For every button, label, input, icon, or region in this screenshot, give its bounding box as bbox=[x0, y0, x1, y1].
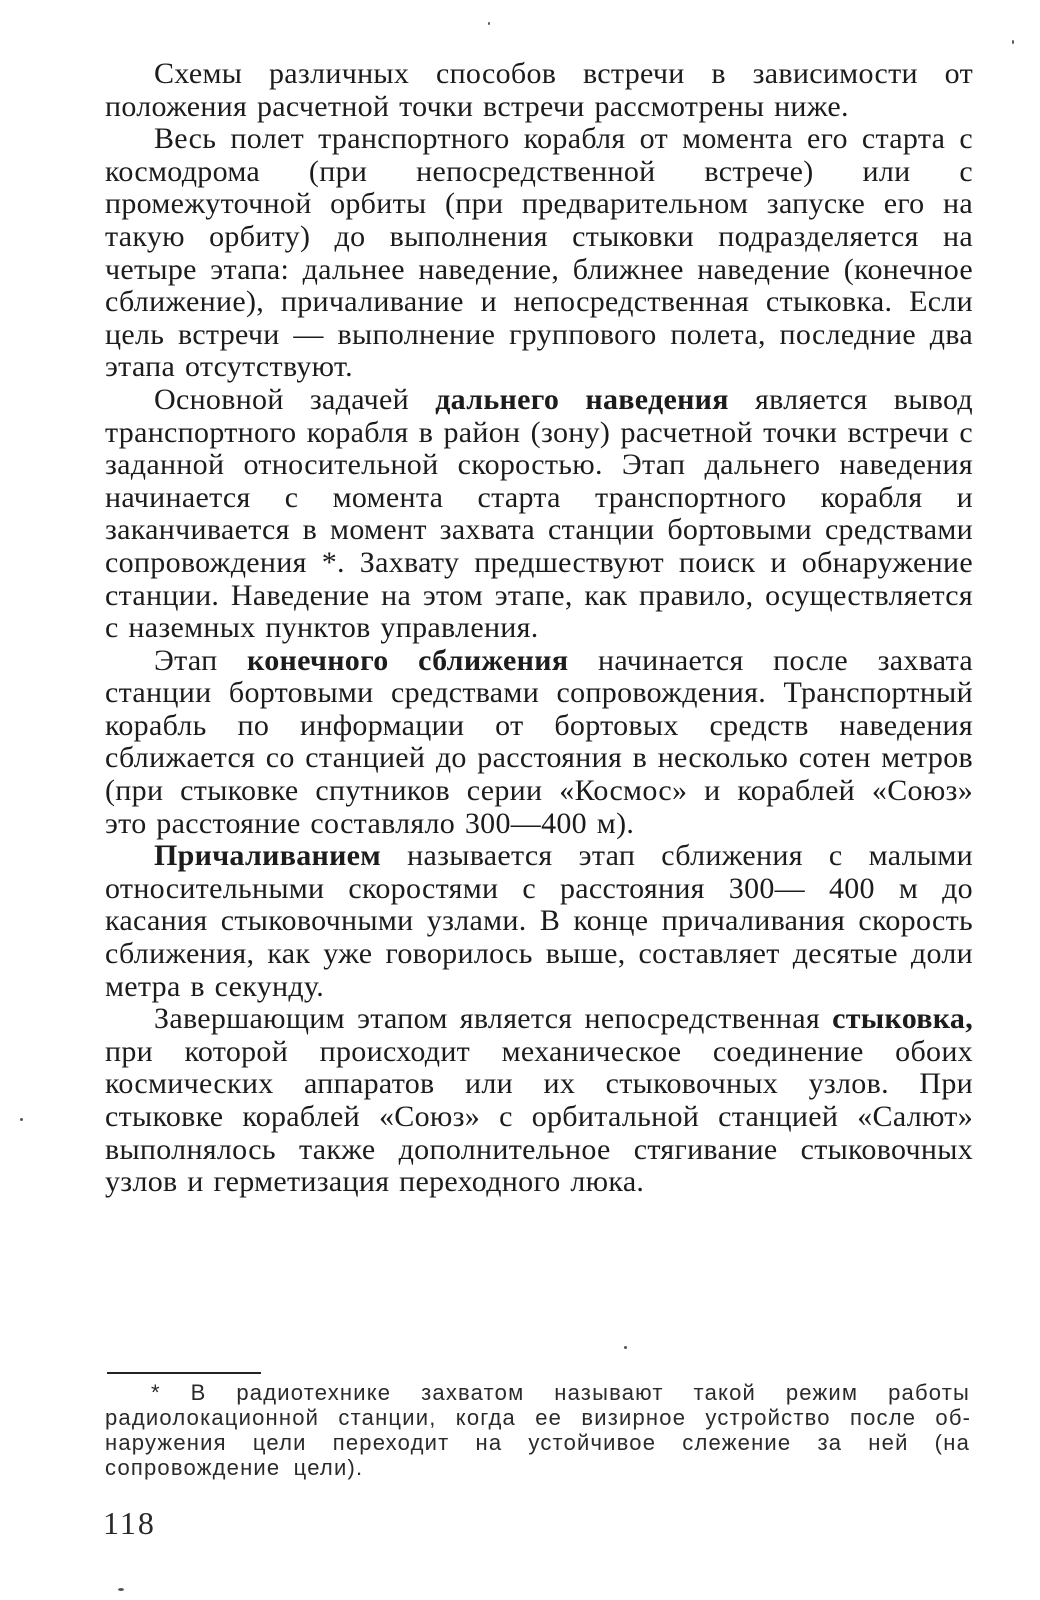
term-docking: стыковка, bbox=[832, 1002, 973, 1036]
page-body bbox=[105, 58, 973, 1199]
term-final-approach: конечного сближения bbox=[247, 643, 569, 677]
paragraph-text: Завершающим этапом является непосредственная bbox=[154, 1002, 833, 1036]
paragraph-text: начинается после захвата станции бортовыми средствами сопровождения. Транспортный корабль по информации от бортовых средств наведения сближается со станцией до расстояния в несколько сотен метров (при стыковке спутников серии «Космос» и кораблей «Союз» это расстояние составляло 300—400 м). bbox=[105, 643, 973, 840]
scan-speck bbox=[1012, 40, 1014, 44]
paragraph-text: является вывод транспортного корабля в район (зону) расчетной точки встречи с заданной относительной скоростью. Этап дальнего наведения начинается с момента старта транспортного корабля и заканчивается в момент захвата станции бортовыми средствами сопровождения *. Захвату предшествуют поиск и обнаружение станции. Наведение на этом этапе, как правило, осуществляется с наземных пунктов управления. bbox=[105, 382, 973, 645]
term-berthing: Причаливанием bbox=[154, 839, 382, 873]
paragraph-text: Основной задачей bbox=[154, 382, 436, 416]
paragraph-3 bbox=[105, 384, 973, 645]
scan-speck bbox=[624, 1346, 627, 1349]
page-number: 118 bbox=[103, 1505, 156, 1541]
footnote: * В радиотехнике захватом называют такой режим работы радиолокационной станции, когда ее визирное устройство после обнаружения цели переходит на устойчивое слежение за ней (на сопровождение цели). bbox=[105, 1380, 970, 1480]
paragraph-text: Весь полет транспортного корабля от момента его старта с космодрома (при непосредственной встрече) или с промежуточной орбиты (при предварительном запуске его на такую орбиту) до выполнения стыковки подразделяется на четыре этапа: дальнее наведение, ближнее наведение (конечное сближение), причаливание и непосредственная стыковка. Если цель встречи — выполнение группового полета, последние два этапа отсутствуют. bbox=[105, 122, 973, 384]
footnote-divider bbox=[107, 1372, 261, 1374]
paragraph-4 bbox=[105, 645, 973, 841]
paragraph-text: Этап bbox=[154, 643, 248, 677]
scan-speck bbox=[488, 22, 490, 25]
paragraph-1 bbox=[105, 58, 973, 123]
paragraph-text: называется этап сближения с малыми относительными скоростями с расстояния 300— 400 м до касания стыковочными узлами. В конце причаливания скорость сближения, как уже говорилось выше, составляет десятые доли метра в секунду. bbox=[105, 839, 973, 1003]
paragraph-5 bbox=[105, 840, 973, 1003]
paragraph-6 bbox=[105, 1003, 973, 1199]
term-long-range-guidance: дальнего наведения bbox=[435, 382, 729, 416]
paragraph-2 bbox=[105, 123, 973, 384]
scan-speck bbox=[20, 1118, 23, 1121]
scan-speck bbox=[118, 1588, 124, 1591]
paragraph-text: Схемы различных способов встречи в зависимости от положения расчетной точки встречи рассмотрены ниже. bbox=[105, 57, 973, 123]
paragraph-text: при которой происходит механическое соединение обоих космических аппаратов или их стыковочных узлов. При стыковке кораблей «Союз» с орбитальной станцией «Салют» выполнялось также дополнительное стягивание стыковочных узлов и герметизация переходного люка. bbox=[105, 1034, 973, 1199]
